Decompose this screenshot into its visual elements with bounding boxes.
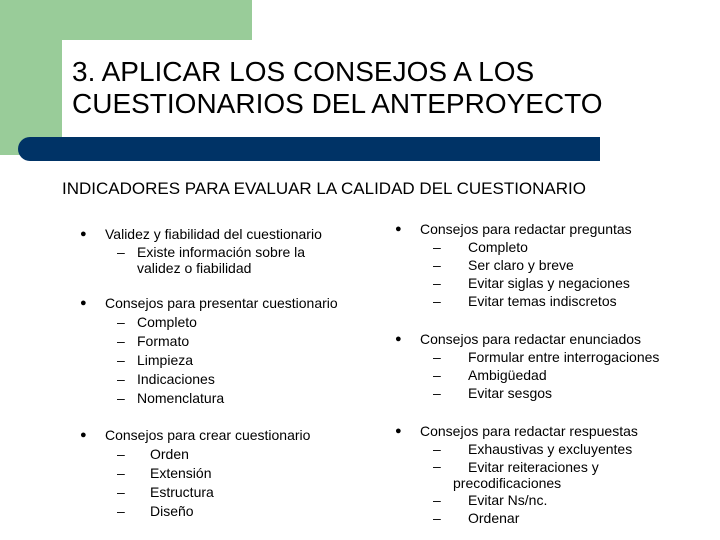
list-item: [80, 294, 380, 408]
sub-item-text: Diseño: [150, 503, 194, 519]
sub-item: [420, 292, 715, 310]
sub-item-text: Nomenclatura: [137, 390, 225, 406]
sub-item-text: Completo: [137, 314, 197, 330]
item-heading: Consejos para redactar respuestas: [420, 423, 638, 439]
sub-item-text: Estructura: [150, 484, 214, 500]
sub-item-text: Formato: [137, 333, 190, 349]
sub-item-text: Orden: [150, 446, 189, 462]
sub-item: [420, 274, 715, 292]
sub-item: [105, 389, 380, 408]
item-heading: Validez y fiabilidad del cuestionario: [105, 226, 322, 242]
list-item: [395, 220, 715, 310]
sub-item: [105, 370, 380, 389]
sub-item-text: precodificaciones: [453, 475, 562, 491]
item-heading: Consejos para redactar enunciados: [420, 331, 642, 347]
sub-item-text: validez o fiabilidad: [137, 260, 252, 276]
dash-icon: –: [433, 293, 441, 309]
sub-item-text: Evitar reiteraciones y: [468, 459, 599, 475]
sub-item: [420, 491, 715, 509]
dash-icon: –: [433, 275, 441, 291]
bullet-icon: ●: [395, 425, 402, 437]
sub-item-text: Extensión: [150, 465, 212, 481]
dash-icon: –: [117, 503, 125, 519]
sub-item-text: Ser claro y breve: [468, 257, 574, 273]
list-item: [395, 422, 715, 527]
sub-item: [420, 256, 715, 274]
dash-icon: –: [433, 492, 441, 508]
sub-item: [105, 483, 380, 502]
bullet-icon: ●: [395, 223, 402, 235]
left-column: [80, 225, 380, 521]
bullet-icon: ●: [395, 333, 402, 345]
list-item: [395, 330, 715, 402]
dash-icon: –: [433, 257, 441, 273]
sub-item: [105, 313, 380, 332]
sub-item-continuation: [420, 475, 715, 491]
sub-item: [105, 244, 380, 260]
dash-icon: –: [117, 446, 125, 462]
item-heading: Consejos para redactar preguntas: [420, 221, 632, 237]
sub-item: [420, 238, 715, 256]
dash-icon: –: [433, 349, 441, 365]
sub-item: [420, 366, 715, 384]
title-line-2: CUESTIONARIOS DEL ANTEPROYECTO: [72, 88, 603, 119]
sub-item-text: Evitar Ns/nc.: [468, 492, 548, 508]
section-heading: INDICADORES PARA EVALUAR LA CALIDAD DEL CUESTIONARIO: [62, 179, 586, 198]
item-heading: Consejos para presentar cuestionario: [105, 295, 338, 311]
sub-item-text: Limpieza: [137, 352, 194, 368]
navy-divider-bar: [18, 137, 600, 161]
title-line-1: 3. APLICAR LOS CONSEJOS A LOS: [72, 56, 535, 87]
dash-icon: –: [433, 367, 441, 383]
sub-item-text: Ordenar: [468, 510, 520, 526]
item-heading: Consejos para crear cuestionario: [105, 427, 311, 443]
right-column: [395, 220, 715, 527]
dash-icon: –: [117, 390, 125, 406]
list-item: [80, 426, 380, 521]
dash-icon: –: [433, 441, 441, 457]
slide-title: [72, 56, 712, 120]
dash-icon: –: [433, 385, 441, 401]
dash-icon: –: [117, 244, 125, 260]
dash-icon: –: [117, 333, 125, 349]
sub-item-text: Existe información sobre la: [137, 244, 306, 260]
sub-item: [420, 509, 715, 527]
dash-icon: –: [433, 510, 441, 526]
bullet-icon: ●: [80, 228, 87, 240]
sub-item: [105, 445, 380, 464]
dash-icon: –: [117, 465, 125, 481]
sub-item-text: Exhaustivas y excluyentes: [468, 441, 633, 457]
sub-item: [105, 332, 380, 351]
sub-item-text: Ambigüedad: [468, 367, 547, 383]
sub-item: [105, 464, 380, 483]
sub-item-continuation: [105, 260, 380, 276]
list-item: [80, 225, 380, 276]
bullet-icon: ●: [80, 297, 87, 309]
sub-item: [105, 351, 380, 370]
bullet-icon: ●: [80, 429, 87, 441]
dash-icon: –: [433, 458, 441, 474]
dash-icon: –: [117, 352, 125, 368]
dash-icon: –: [117, 371, 125, 387]
dash-icon: –: [117, 314, 125, 330]
sub-item-text: Formular entre interrogaciones: [468, 349, 660, 365]
sub-item-text: Evitar temas indiscretos: [468, 293, 617, 309]
sub-item-text: Completo: [468, 239, 528, 255]
sub-item: [105, 502, 380, 521]
sub-item-text: Evitar sesgos: [468, 385, 553, 401]
sub-item: [420, 440, 715, 458]
sub-item-text: Indicaciones: [137, 371, 215, 387]
sub-item: [420, 348, 715, 366]
sub-item: [420, 384, 715, 402]
dash-icon: –: [433, 239, 441, 255]
sub-item-text: Evitar siglas y negaciones: [468, 275, 630, 291]
dash-icon: –: [117, 484, 125, 500]
sub-item: [420, 458, 715, 475]
